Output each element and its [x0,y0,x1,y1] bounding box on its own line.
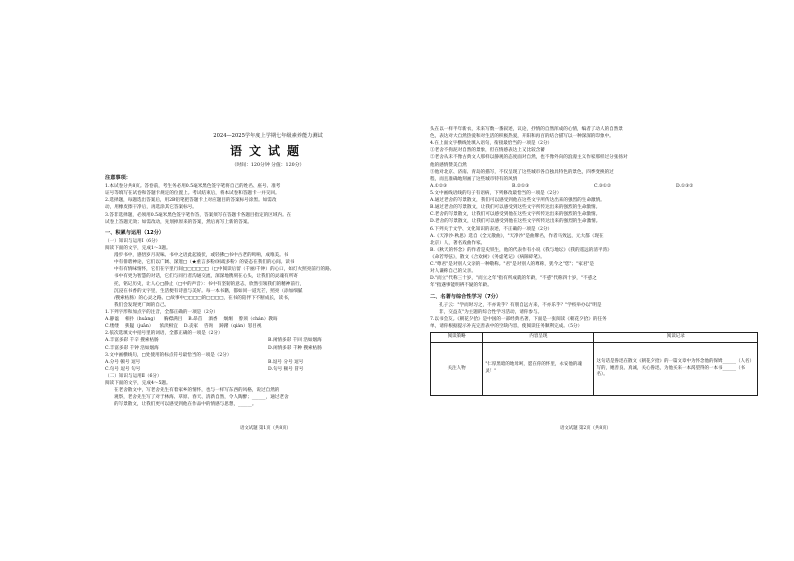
note-line: 动，用橡皮擦干净后，再选涂其它答案标号。 [105,205,197,211]
table-header: 阅读策略 [431,333,483,343]
passage-line: 头在以一样半年新衣，未来写数一番叙述，议论，抒情的自然浑成的心情，编者了动人的自然景 [430,127,623,132]
section-1-title: 一、积累与运用（12分） [105,229,165,236]
note-line: 证号等填写在试卷和答题卡规定的位置上。考试结束后，将本试卷和答题卡一并交回。 [105,191,280,197]
option: D.句号 顿号 冒号 [268,366,304,372]
table-header: 阅读记录 [594,333,758,343]
option: C."尊君"是对别人父亲的一种敬称。"君"是对别人的尊称，犹今之"您"；"家君"是 [430,262,595,268]
option-word: 狭隘（juān） [125,324,154,330]
option: A.分号 顿号 逗号 [105,359,141,365]
option: D.老舍的写景散文，让我们可以感受到他在这些文字所传达出来的强烈的生命激情。 [430,219,601,225]
table-cell: 这句话是鲁迅在散文《朝花夕拾》的一篇文章中为怀念他的保姆______（人名）写的，她善良、真诚，关心鲁迅，为他买来一本渴望得的一本书______（书名）。 [594,342,758,395]
option-word: B.昂首 [188,317,203,323]
question-3: 3.文中画横线句，□处使用的标点符号最恰当的一项是（2分） [105,352,232,358]
page-footer-right: 语文试题 第2页（共8页） [560,426,611,431]
section-2-intro [430,302,758,316]
intro-line: 孔子云："学而时习之，不亦说乎？有朋自远方来，不亦乐乎？"学校举办以"明是 [439,302,602,308]
table-cell: 关注人物 [431,342,483,395]
option: C.丰富多彩 千钟 浩如烟海 [105,345,159,351]
option: B.《秋天的怀念》的作者是史铁生，他的代表作有小说《我与地坛》《我的遥远的清平湾》 [430,247,612,253]
option: 《命若琴弦》，散文《合欢树》《务虚笔记》《病隙碎笔》。 [430,254,545,260]
question-4: 4.在上面文字横线处填入语句，衔接最恰当的一项是（2分） [430,141,553,147]
passage-line: 托，铭记历史，让人心□静止（□中的声音）：书中有坚韧的意志，欣然引领我们的精神前行， [114,281,305,287]
exam-header: 2024—2025学年度上学期七年级素养能力测试 [213,133,323,139]
reading-task-table [430,332,758,396]
page-footer-left: 语文试题 第1页（共8页） [240,426,291,431]
option: D."而立"代称三十岁，"而立之年"指有所成就的年龄，"不惑"代称四十岁，"不惑之 [430,276,597,282]
option: D.闲情多彩 千种 搜索枯肠 [268,345,322,351]
option: A.通过老舍的写景散文，我们可以感受到他在这些文字所传达出来的强烈的生命激情。 [430,198,605,204]
passage-line: 中有俳谐神论，它们以广阔、深邃□（★重言多粉/闲疏多粉）的姿态在我们的心间。读书 [114,260,295,266]
passage-line: 我们会发现更广阔的自己。 [114,302,170,308]
option-word: C.缕缕 [105,324,119,330]
question-2: 2.依次选填文中括号里的词语，全都正确的一项是（2分） [105,331,223,337]
subsection-1: （一）知识与运用Ⅰ（6分） [105,238,161,244]
option: C.句号 逗号 句号 [105,366,141,372]
question-line: 单，请你根据提示补充完善表中的空缺内容，使阅读任务顺利完成。（5分） [430,323,583,329]
option: A.丰富多彩 千辛 搜索枯肠 [105,338,159,344]
question-3-options [105,359,431,373]
time-score: （时间：120分钟 分值：120分） [231,162,305,168]
option-word: 浓淡相宜 [159,324,178,330]
subsection-2: （二）知识与运用Ⅱ（6分） [105,373,162,379]
question-4-items [430,147,758,183]
question-5-options [430,197,758,225]
option-word: 踌躇（qián）怒目视 [219,324,262,330]
question-4-options [430,183,758,190]
question-7 [430,316,758,330]
page-left [105,128,431,408]
option-item: 程，而且准确地刻画了这些城市特有的风情 [430,176,518,182]
option-item: ①老舍不拘泥对自然的景象，但在情感表达上又比较含蓄 [430,148,545,154]
note-line: 1.本试卷分共8页。答卷前，考生务必用0.5毫米黑色签字笔将自己的姓名、座号、准考 [105,184,281,190]
option-word: A.静谧 [105,317,119,323]
note-line: 3.答非选择题，必须用0.5毫米黑色签字笔作答，答案须写在答题卡各题目指定的区域内。在 [105,212,292,218]
page-right [430,126,758,396]
option-word: 脖颈（chán）教诲 [238,317,278,323]
option: B.闲情多彩 千回 浩如烟海 [268,338,322,344]
instruction-1: 阅读下面的文字，完成1～3题。 [105,245,171,251]
passage-line: 沉浸在书香的文字里，生活便有诗意与美好。每一本书籍，都如同一道光芒，照亮（添加细腻 [114,288,303,294]
passage-line: 中有有情味情怀，它们在字里行间□□□□□□（□中阅读后留（千丽/千钟）的心口，如灯火照亮前行的路。 [114,267,335,273]
section-2-title: 二、名著与综合性学习（7分） [430,293,502,300]
passage-line: /搜索枯肠）的心灵之路。□故事中□□□□的□□□□，在书的陪伴下不断成长，读书， [114,295,293,301]
option: A.①②③ [430,183,448,189]
option: B.②①③ [512,183,530,189]
option-item: ③他对北京、济南、青岛的描写，不仅呈现了这些城市各自独具特色的景色，四季变换的过 [430,169,614,175]
intro-line: 非，交益友"为主题的综合性学习活动，请你参与。 [439,309,543,315]
passage-line: 色，表达对大自然热爱和对生活的积极热爱，开阳和再百的结合描写以一种深深的印象中。 [430,134,614,140]
option: 北京）人，著名戏曲作家。 [430,240,486,246]
instruction-2: 阅读下面的文字，完成4～5题。 [105,381,171,387]
option: C.③①② [594,183,612,189]
option-word: 相扑（huàng） [124,317,158,323]
table-header: 内容呈现 [483,333,594,343]
note-line: 2.选择题，每题选出答案后，用2B铅笔把答题卡上对应题目的答案标号涂黑。如需改 [105,198,277,204]
passage-line: 漫步书中，感悟岁月况味。书中之语此起彼伏，或轻拂□书中古老的鸣响，成唯美。书 [114,253,289,259]
passage-line: 书中有更为智慧的对话，它们与同行者沟通交流，深深地镌刻在心头，让我们的灵魂有所寄 [114,274,298,280]
question-1: 1.下列字形和加点字的注音，全都正确的一项是（2分） [105,309,218,315]
option-word: 炯炯 [223,317,233,323]
option: C.老舍的写景散文，让我们可以感受到他在这些文字所传达出来的强烈的生命激情。 [430,212,601,218]
option-word: 酒香 [208,317,218,323]
option-item: 他的感情赞美自然 [430,162,467,168]
option: D.①③② [676,183,694,189]
notes-list [105,183,431,226]
option-word: D.丧家 [183,324,199,330]
passage-2-continued [430,126,758,140]
passage-2 [105,387,431,408]
question-1-options [105,316,431,330]
note-line: 试卷上答题无效；如需改动，先划掉原来的答案，然后再写上新的答案。 [105,219,253,225]
question-6: 6.下列关于文学、文化知识的表述，不正确的一项是（2分） [430,226,553,232]
option-word: 胸襟满目 [163,317,183,323]
option: B.通过老舍的写景散文，让我们可以感受到这些文字所传达出来的强烈的生命激情。 [430,205,601,211]
option: 对人谦称自己的父亲。 [430,269,476,275]
option-row [105,323,431,330]
passage-line: 观察，老舍先生写了对于林海、草原、春天、清新自然，令人陶醉；______，通过老舍 [114,395,289,401]
option: A.《天净沙·秋思》选自《全元散曲》，"天净沙"是曲牌名，作者马致远，元大都（现在 [430,233,604,239]
question-5: 5.文中画线语线的句子有语病，下列修改最恰当的一项是（2分） [430,190,562,196]
passage-1 [105,252,431,309]
option-row [105,316,431,323]
question-line: 7.以书会友。《朝花夕拾》是中国的一部经典名著，下面是一张阅读《朝花夕拾》的任务 [430,316,607,322]
question-6-options [430,233,758,290]
option: 年"指遇事能明辨不疑的年龄。 [430,283,492,289]
notes-title: 注意事项： [105,175,131,182]
passage-line: 在老舍散文中，写老舍先生有着家乡的情怀，也与一样写东西的风格，说过自然的 [114,388,280,394]
question-2-options [105,337,431,351]
option: B.逗号 分号 逗号 [268,359,304,365]
table-cell: "仁厚黑暗的地母呵，愿在你的怀里，永安他的魂灵！" [483,342,594,395]
exam-title: 语文试题 [229,144,306,159]
option-word: 咨询 [204,324,214,330]
option-item: ②老舍从未不像古典文人那样以静观的态度面对自然，也不像外向的浪漫主义作家那样过分张扬对 [430,155,628,161]
passage-line: 的写景散文，让我们更可以感受到他在作品中的情感与思想，______。 [114,402,257,408]
